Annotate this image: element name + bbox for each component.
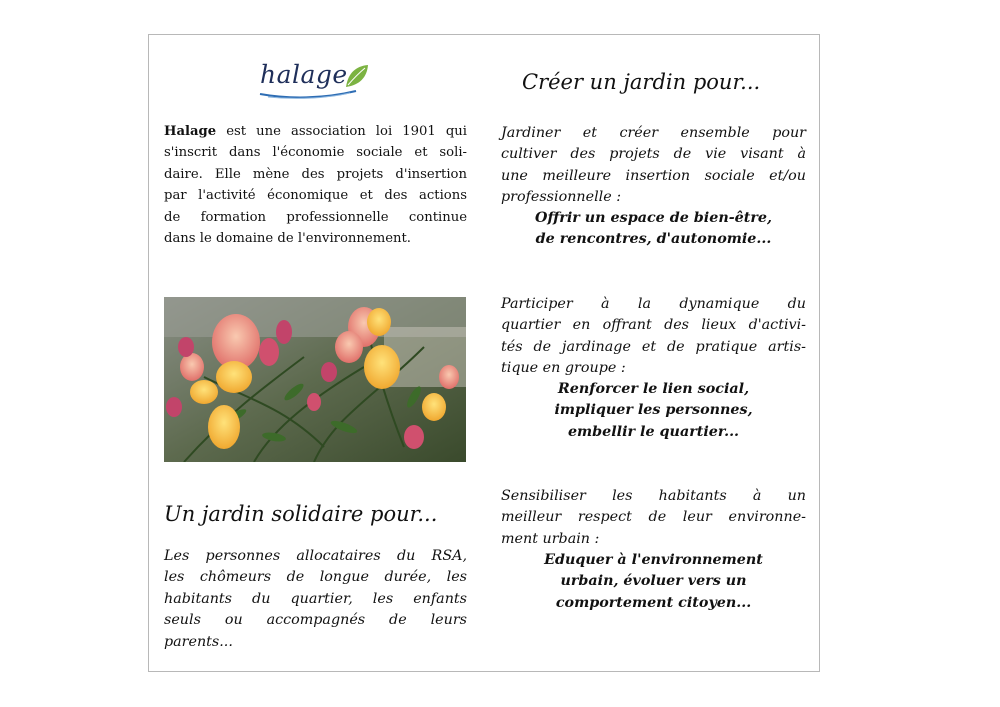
paragraph-line: quartier en offrant des lieux d'activi- [501,317,806,334]
goal-line: Eduquer à l'environnement [544,552,763,568]
paragraph-line: tés de jardinage et de pratique artis- [501,338,806,355]
goal-line: de rencontres, d'autonomie... [535,231,772,248]
intro-line: par l'activité économique et des actions [164,188,467,204]
paragraph-line: Participer à la dynamique du [501,296,806,312]
paragraph-line: tique en groupe : [501,360,626,377]
paragraph-line: une meilleure insertion sociale et/ou [501,167,806,184]
audience-line: habitants du quartier, les enfants [164,590,467,607]
swoosh-icon [258,87,358,101]
goal-line: Renforcer le lien social, [557,381,750,397]
goal-line: comportement citoyen... [555,594,752,611]
audience-paragraph [164,546,467,653]
paragraph-line: meilleur respect de leur environne- [501,509,806,526]
goal-line: Offrir un espace de bien-être, [535,210,772,226]
intro-line: Halage est une association loi 1901 qui [164,124,467,139]
audience-line: Les personnes allocataires du RSA, [164,548,467,564]
solidarity-heading: Un jardin solidaire pour... [164,502,438,526]
paragraph-line: cultiver des projets de vie visant à [501,146,806,163]
intro-line: s'inscrit dans l'économie sociale et soli- [164,145,467,161]
goal-paragraph-3 [501,486,806,550]
audience-line: seuls ou accompagnés de leurs [164,612,467,629]
audience-line: parents... [164,633,233,650]
goal-line: urbain, évoluer vers un [560,573,747,590]
paragraph-line: Jardiner et créer ensemble pour [501,125,806,141]
flower-photo [164,297,466,462]
paragraph-line: ment urbain : [501,530,600,547]
intro-line: daire. Elle mène des projets d'insertion [164,166,467,182]
goal-statement-1 [501,208,806,251]
garden-heading: Créer un jardin pour... [522,70,761,94]
paragraph-line: Sensibiliser les habitants à un [501,488,806,504]
intro-paragraph [164,121,467,249]
halage-logo [258,60,373,104]
logo-wordmark: halage [260,60,348,89]
goal-paragraph-1 [501,123,806,209]
goal-line: embellir le quartier... [567,423,740,440]
leaf-icon [344,63,370,89]
goal-statement-2 [501,379,806,443]
intro-line: de formation professionnelle continue [164,209,467,225]
goal-statement-3 [501,550,806,614]
intro-line: dans le domaine de l'environnement. [164,231,412,247]
goal-line: impliquer les personnes, [554,402,753,419]
audience-line: les chômeurs de longue durée, les [164,569,467,586]
brand-name: Halage [164,124,217,139]
broom-flowers-image [164,297,466,462]
goal-paragraph-2 [501,294,806,380]
paragraph-line: professionnelle : [501,189,622,206]
